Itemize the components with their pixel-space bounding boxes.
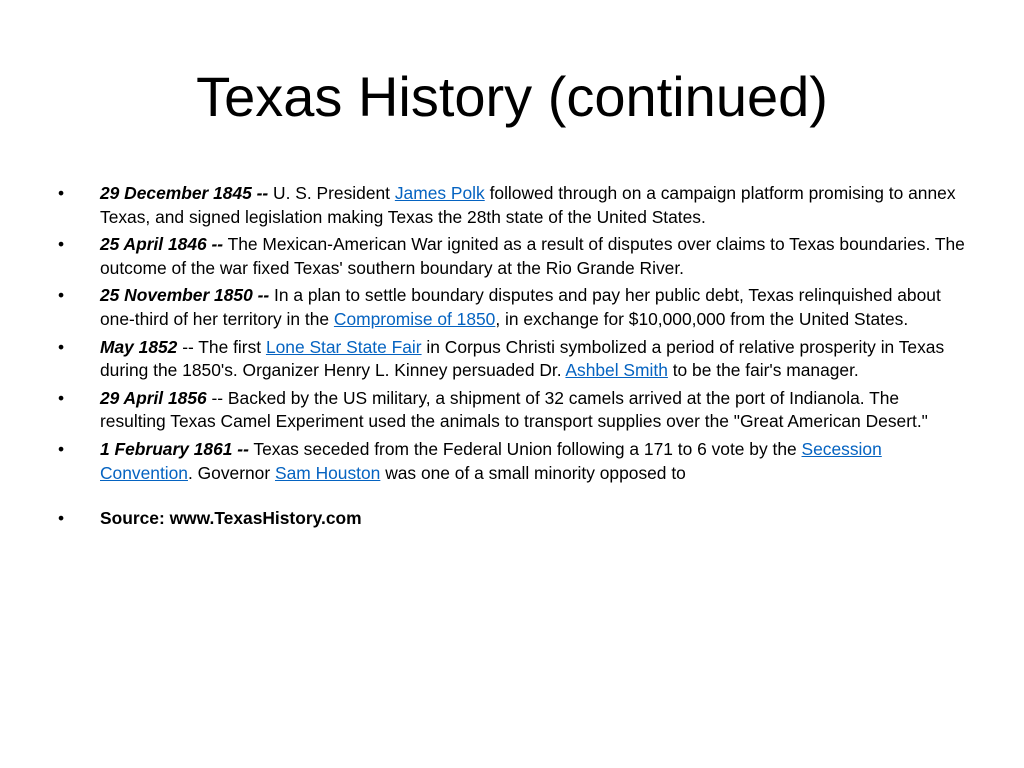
list-item-1850: [58, 284, 968, 331]
item-text: -- The first: [177, 336, 266, 357]
item-text: The Mexican-American War ignited as a result of disputes over claims to Texas boundaries. The outcome of the war fixed Texas' southern boundary at the Rio Grande River.: [100, 234, 965, 278]
item-date: 29 December 1845 --: [100, 183, 269, 203]
bullet-icon: •: [58, 183, 65, 203]
item-text: -- Backed by the US military, a shipment of 32 camels arrived at the port of Indianola. The resulting Texas Camel Experiment used the animals to transport supplies over the "Great American Desert.": [100, 387, 928, 432]
item-text: followed through on a campaign platform promising to annex Texas, and signed legislation making Texas the 28th state of the United States.: [100, 183, 956, 227]
item-date: 29 April 1856: [100, 387, 207, 408]
item-date: 25 November 1850 --: [100, 285, 270, 306]
bullet-icon: •: [58, 438, 65, 459]
bullet-icon: •: [58, 285, 65, 306]
bullet-icon: •: [58, 387, 65, 408]
item-text: Texas seceded from the Federal Union following a 171 to 6 vote by the: [248, 438, 802, 459]
item-text: in Corpus Christi symbolized a period of relative prosperity in Texas during the 1850's. Organizer Henry L. Kinney persuaded Dr.: [100, 336, 945, 381]
item-date: 25 April 1846 --: [100, 234, 224, 255]
link-ashbel-smith[interactable]: Ashbel Smith: [565, 360, 668, 381]
list-item-source: [58, 507, 968, 531]
link-compromise-of-1850[interactable]: Compromise of 1850: [333, 308, 496, 329]
list-item-1845: [58, 182, 968, 229]
list-item-1861: [58, 438, 968, 485]
slide-title: Texas History (continued): [196, 65, 828, 128]
bullet-icon: •: [58, 508, 65, 529]
link-james-polk[interactable]: James Polk: [394, 183, 485, 203]
item-text: , in exchange for $10,000,000 from the United States.: [495, 308, 909, 329]
link-sam-houston[interactable]: Sam Houston: [274, 462, 381, 483]
list-item-1846: [58, 233, 968, 280]
item-date: 1 February 1861 --: [100, 438, 249, 459]
item-text: In a plan to settle boundary disputes and pay her public debt, Texas relinquished about one-third of her territory in the: [100, 285, 941, 329]
source-text: Source: www.TexasHistory.com: [100, 508, 362, 529]
item-text: U. S. President: [268, 183, 395, 203]
bullet-icon: •: [58, 336, 65, 357]
bullet-icon: •: [58, 234, 65, 255]
link-lone-star-state-fair[interactable]: Lone Star State Fair: [265, 336, 422, 357]
bullet-list: [58, 182, 968, 535]
list-item-1856: [58, 387, 968, 434]
item-text: . Governor: [187, 462, 275, 483]
item-text: to be the fair's manager.: [667, 360, 859, 381]
link-secession-convention[interactable]: Secession Convention: [100, 438, 882, 483]
list-item-1852: [58, 336, 968, 383]
item-date: May 1852: [100, 336, 178, 357]
item-text: was one of a small minority opposed to: [380, 462, 686, 483]
